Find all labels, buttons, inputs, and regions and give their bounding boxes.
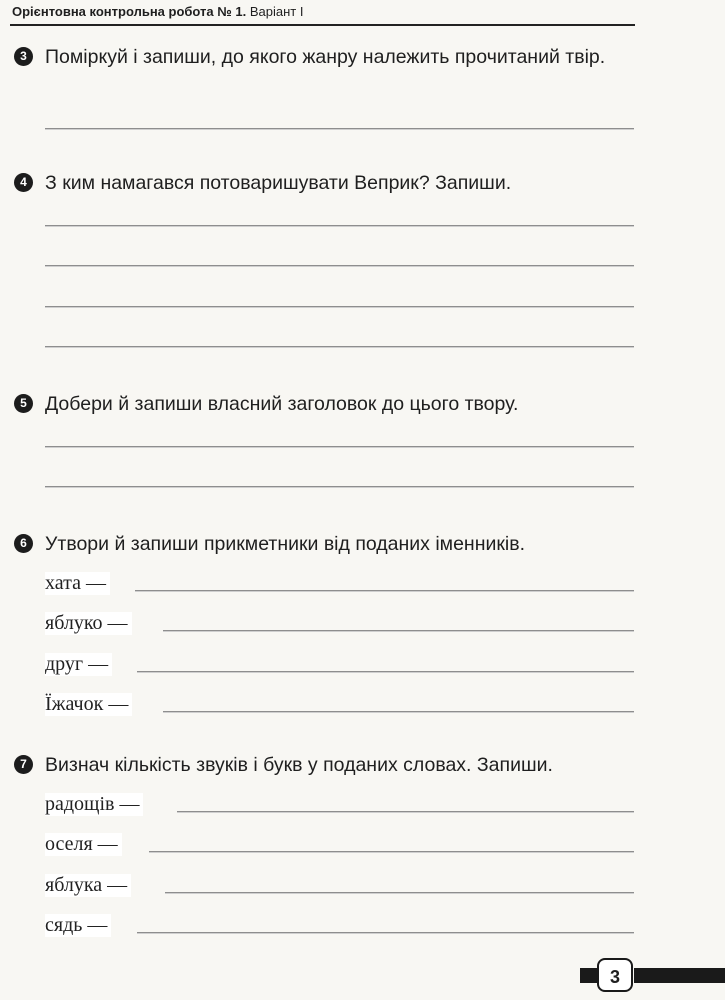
word-prompt: яблука — [45, 874, 131, 897]
task-number-badge: 5 [14, 394, 33, 413]
worksheet-title: Орієнтовна контрольна робота № 1. [12, 4, 247, 19]
answer-line[interactable] [45, 225, 634, 227]
variant-label: Варіант І [249, 4, 304, 19]
task-question: Поміркуй і запиши, до якого жанру належить прочитаний твір. [45, 46, 606, 68]
task-number-badge: 3 [14, 47, 33, 66]
word-prompt: друг — [45, 653, 112, 676]
answer-line[interactable] [163, 630, 634, 632]
header-divider [10, 24, 635, 26]
page-bar-right [634, 968, 725, 983]
task-question: Визнач кількість звуків і букв у поданих словах. Запиши. [45, 754, 553, 776]
word-prompt: радощів — [45, 793, 143, 816]
answer-line[interactable] [45, 128, 634, 130]
answer-line[interactable] [45, 346, 634, 348]
word-prompt: сядь — [45, 914, 111, 937]
word-prompt: оселя — [45, 833, 122, 856]
answer-line[interactable] [45, 306, 634, 308]
answer-line[interactable] [163, 711, 634, 713]
task-number-badge: 6 [14, 534, 33, 553]
page-number: 3 [597, 958, 633, 992]
answer-line[interactable] [137, 671, 634, 673]
task-question: Добери й запиши власний заголовок до цього твору. [45, 393, 519, 415]
task-question: Утвори й запиши прикметники від поданих іменників. [45, 533, 525, 555]
answer-line[interactable] [45, 265, 634, 267]
word-prompt: хата — [45, 572, 110, 595]
answer-line[interactable] [149, 851, 634, 853]
answer-line[interactable] [45, 446, 634, 448]
answer-line[interactable] [135, 590, 634, 592]
word-prompt: Їжачок — [45, 693, 132, 716]
word-prompt: яблуко — [45, 612, 132, 635]
header-title [12, 4, 303, 19]
answer-line[interactable] [177, 811, 634, 813]
answer-line[interactable] [137, 932, 634, 934]
answer-line[interactable] [165, 892, 634, 894]
task-number-badge: 4 [14, 173, 33, 192]
task-number-badge: 7 [14, 755, 33, 774]
answer-line[interactable] [45, 486, 634, 488]
task-question: З ким намагався потоваришувати Веприк? Запиши. [45, 172, 512, 194]
